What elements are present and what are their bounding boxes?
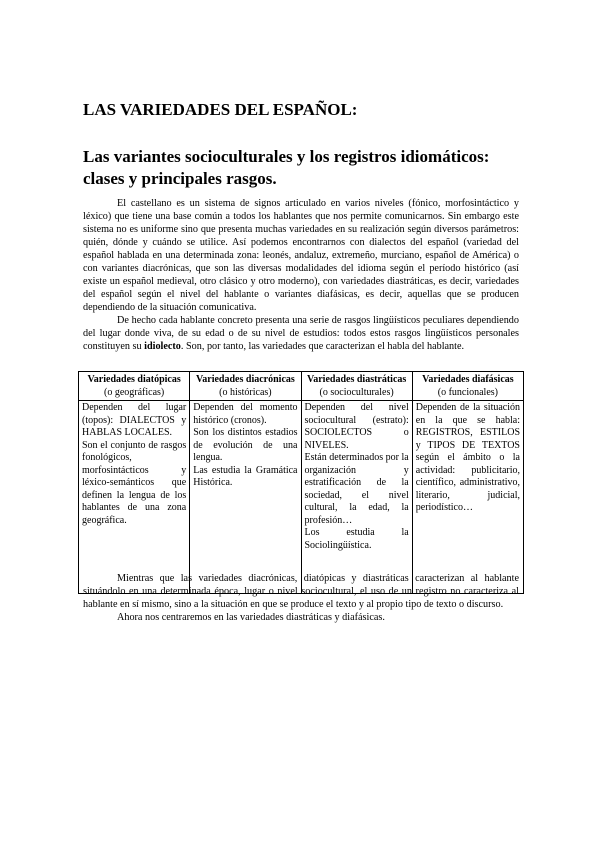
header-name: Variedades diafásicas <box>422 374 514 385</box>
cell-text: Dependen de la situación en la que se habla: REGISTROS, ESTILOS y TIPOS DE TEXTOS según el ámbito o la actividad: publicitario, científico, administrativo, literario, judicial, periodístico… <box>415 402 520 513</box>
intro-paragraph-2-end: . Son, por tanto, las variedades que caracterizan el habla del hablante. <box>180 341 465 352</box>
header-sub: (o funcionales) <box>437 386 498 398</box>
cell-text: Las estudia la Gramática Histórica. <box>193 464 298 488</box>
idiolecto-term: idiolecto <box>144 341 181 352</box>
outro-paragraph-2: Ahora nos centraremos en las variedades diastráticas y diafásicas. <box>117 612 385 623</box>
cell-diacronicas <box>190 401 301 594</box>
header-name: Variedades diatópicas <box>87 374 181 385</box>
cell-diafasicas <box>412 401 523 594</box>
intro-paragraph-1: El castellano es un sistema de signos articulado en varios niveles (fónico, morfosintáctico y léxico) que tiene una base común a todos los hablantes que nos permite comunicarnos. Sin embargo este sistema no es uniforme sino que presenta muchas variedades en su realización según diversos parámetros: quién, dónde y cuándo se utilice. Así podemos encontrarnos con dialectos del español (variedad del español hablada en una determinada zona: leonés, andaluz, extremeño, murciano, español de América) o con variantes diacrónicas, que son las diversas modalidades del idioma según el período histórico (así existe un español medieval, otro clásico y otro moderno), con variedades diastráticas, es decir, variedades del español según el nivel del hablante o variantes diafásicas, es decir, aquellas que se producen dependiendo de la situación comunicativa. <box>83 198 519 313</box>
outro-section <box>83 572 519 624</box>
cell-text: Son los distintos estadios de evolución de una lengua. <box>193 427 298 463</box>
cell-text: Están determinados por la organización y estratificación de la sociedad, el nivel cultural, la edad, la profesión… <box>304 452 409 526</box>
intro-paragraph-2 <box>83 314 519 353</box>
header-diacronicas <box>190 372 301 401</box>
cell-text: Los estudia la Sociolingüística. <box>304 527 409 551</box>
outro-paragraph-1: Mientras que las variedades diacrónicas, diatópicas y diastráticas caracterizan al hablante situándolo en una determinada época, lugar o nivel sociocultural, el uso de un registro no caracteriza al hablante en sí mismo, sino a la situación en que se produce el texto y al propio tipo de texto o discurso. <box>83 573 519 610</box>
header-sub: (o socioculturales) <box>319 386 394 398</box>
header-diastraticas <box>301 372 412 401</box>
cell-diatopicas <box>79 401 190 594</box>
cell-text: Dependen del nivel sociocultural (estrato): SOCIOLECTOS o NIVELES. <box>304 402 409 451</box>
intro-paragraph-2-text: De hecho cada hablante concreto presenta una serie de rasgos lingüísticos peculiares dependiendo del lugar donde viva, de su edad o de su nivel de estudios: todos estos rasgos lingüísticos personales constituyen su <box>83 315 519 352</box>
table-header-row <box>79 372 524 401</box>
variedades-table <box>78 371 524 594</box>
cell-text: Son el conjunto de rasgos fonológicos, morfosintácticos y léxico-semánticos que definen la lengua de los hablantes de una zona geográfica. <box>82 439 187 526</box>
header-diatopicas <box>79 372 190 401</box>
cell-text: Dependen del lugar (topos): DIALECTOS y HABLAS LOCALES. <box>82 402 187 438</box>
page-title: LAS VARIEDADES DEL ESPAÑOL: <box>83 100 358 119</box>
table-row <box>79 401 524 594</box>
intro-section <box>83 197 519 353</box>
header-sub: (o geográficas) <box>104 386 165 398</box>
header-sub: (o históricas) <box>219 386 272 398</box>
header-diafasicas <box>412 372 523 401</box>
header-name: Variedades diastráticas <box>306 374 407 385</box>
page-subtitle: Las variantes socioculturales y los registros idiomáticos: clases y principales rasgos. <box>83 147 490 188</box>
cell-diastraticas <box>301 401 412 594</box>
header-name: Variedades diacrónicas <box>195 374 295 385</box>
cell-text: Dependen del momento histórico (cronos). <box>193 402 298 426</box>
